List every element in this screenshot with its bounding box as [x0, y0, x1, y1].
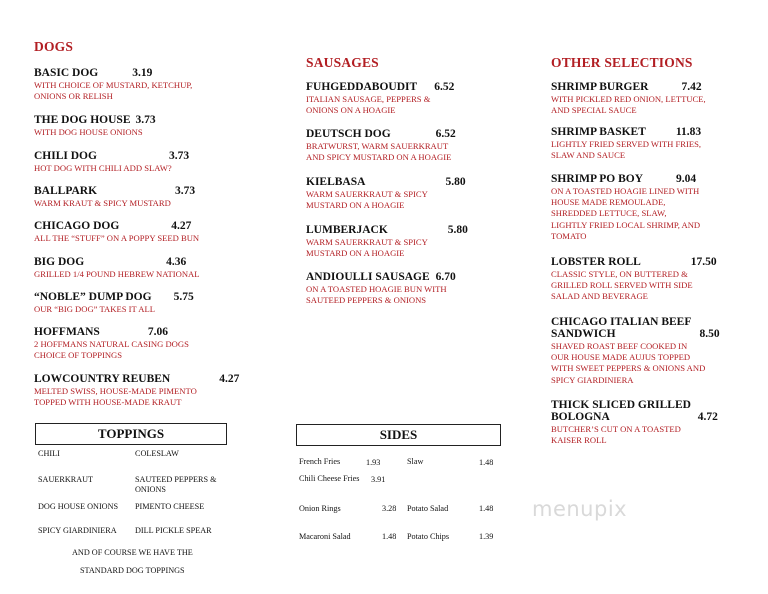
side-price: 1.39 [479, 532, 494, 541]
item-description: ON A TOASTED HOAGIE LINED WITH HOUSE MADE REMOULADE, SHREDDED LETTUCE, SLAW, LIGHTLY FRIED LOCAL SHRIMP, AND TOMATO [551, 186, 701, 241]
side-price: 1.48 [479, 504, 494, 513]
menu-item-the-dog-house [34, 114, 156, 138]
item-name: CHICAGO DOG [34, 220, 120, 232]
topping-item: CHILI [38, 449, 60, 458]
menu-item-shrimp-po-boy [551, 173, 700, 242]
menu-item-chicago-dog [34, 220, 199, 244]
dogs-title: DOGS [34, 39, 74, 54]
menu-item-andioulli-sausage [306, 271, 456, 306]
item-description: LIGHTLY FRIED SERVED WITH FRIES, SLAW AND SAUCE [551, 139, 702, 161]
side-name: Potato Chips [407, 532, 450, 541]
item-price: 17.50 [690, 256, 717, 268]
side-name: Macaroni Salad [299, 532, 351, 541]
item-price: 6.70 [435, 271, 456, 283]
item-price: 3.73 [135, 114, 156, 126]
item-name: CHILI DOG [34, 150, 97, 162]
toppings-title: TOPPINGS [35, 423, 227, 445]
item-name: THE DOG HOUSE [34, 114, 131, 126]
menu-item-ballpark [34, 185, 195, 209]
item-description: SHAVED ROAST BEEF COOKED IN OUR HOUSE MADE AUJUS TOPPED WITH SWEET PEPPERS & ONIONS AND SPICY GIARDINIERA [551, 341, 706, 385]
side-name: Onion Rings [299, 504, 341, 513]
item-price: 9.04 [676, 173, 697, 185]
menu-item-basic-dog [34, 67, 192, 102]
item-description: ITALIAN SAUSAGE, PEPPERS & ONIONS ON A HOAGIE [306, 94, 431, 116]
item-description: WITH PICKLED RED ONION, LETTUCE, AND SPECIAL SAUCE [551, 94, 706, 116]
menu-item-hoffmans [34, 326, 189, 361]
item-name: SANDWICH [551, 328, 616, 340]
toppings-footer: STANDARD DOG TOPPINGS [80, 566, 185, 575]
side-price: 1.48 [479, 458, 494, 467]
item-price: 5.80 [445, 176, 466, 188]
sausages-title: SAUSAGES [306, 55, 379, 70]
item-price: 7.42 [681, 81, 702, 93]
item-name-line1: THICK SLICED GRILLED [551, 399, 691, 411]
item-name: “NOBLE” DUMP DOG [34, 291, 152, 303]
side-name: Chili Cheese Fries [299, 474, 360, 483]
item-name: SHRIMP BURGER [551, 81, 649, 93]
menu-item-lobster-roll [551, 256, 717, 303]
item-price: 5.80 [447, 224, 468, 236]
sides-title: SIDES [296, 424, 501, 446]
item-description: 2 HOFFMANS NATURAL CASING DOGS CHOICE OF TOPPINGS [34, 339, 189, 361]
item-price: 11.83 [675, 126, 702, 138]
menu-item-shrimp-burger [551, 81, 706, 116]
item-name: DEUTSCH DOG [306, 128, 391, 140]
item-description: ALL THE “STUFF” ON A POPPY SEED BUN [34, 233, 200, 243]
item-price: 7.06 [147, 326, 168, 338]
item-name: ANDIOULLI SAUSAGE [306, 271, 430, 283]
item-description: WITH DOG HOUSE ONIONS [34, 127, 143, 137]
item-description: WARM SAUERKRAUT & SPICY MUSTARD ON A HOAGIE [306, 237, 428, 259]
item-description: OUR “BIG DOG” TAKES IT ALL [34, 304, 155, 314]
item-price: 6.52 [434, 81, 455, 93]
menu-item-lumberjack [306, 224, 468, 259]
item-price: 6.52 [435, 128, 456, 140]
item-description: ON A TOASTED HOAGIE BUN WITH SAUTEED PEPPERS & ONIONS [306, 284, 447, 306]
topping-item: COLESLAW [135, 449, 179, 458]
menu-item-chicago-italian-beef [551, 316, 720, 386]
side-price: 3.28 [382, 504, 397, 513]
item-name: HOFFMANS [34, 326, 100, 338]
menu-item-thick-sliced-bologna [551, 399, 718, 446]
side-price: 3.91 [371, 475, 386, 484]
item-price: 4.36 [166, 256, 187, 268]
item-price: 8.50 [699, 328, 720, 340]
item-name-line1: CHICAGO ITALIAN BEEF [551, 316, 692, 328]
item-description: BUTCHER’S CUT ON A TOASTED KAISER ROLL [551, 424, 681, 446]
item-name: FUHGEDDABOUDIT [306, 81, 418, 93]
item-price: 5.75 [173, 291, 194, 303]
item-name: LUMBERJACK [306, 224, 388, 236]
item-description: HOT DOG WITH CHILI ADD SLAW? [34, 163, 172, 173]
item-description: BRATWURST, WARM SAUERKRAUT AND SPICY MUSTARD ON A HOAGIE [306, 141, 452, 163]
menu-item-lowcountry-reuben [34, 373, 239, 408]
item-price: 4.27 [219, 373, 240, 385]
topping-item: SPICY GIARDINIERA [38, 526, 117, 535]
menu-item-shrimp-basket [551, 126, 701, 161]
item-price: 3.73 [168, 150, 190, 162]
topping-item: DOG HOUSE ONIONS [38, 502, 119, 511]
menu-item-fuhgeddaboudit [306, 81, 454, 116]
item-name: BALLPARK [34, 185, 98, 197]
menu-item-chili-dog [34, 150, 189, 174]
other-selections-title: OTHER SELECTIONS [551, 55, 693, 70]
item-description: WARM KRAUT & SPICY MUSTARD [34, 198, 171, 208]
item-price: 4.27 [171, 220, 192, 232]
topping-item: SAUERKRAUT [38, 475, 94, 484]
item-name: KIELBASA [306, 176, 366, 188]
item-price: 3.73 [175, 185, 196, 197]
topping-item: PIMENTO CHEESE [135, 502, 205, 511]
side-price: 1.93 [366, 458, 381, 467]
menu-item-noble-dump-dog [34, 291, 194, 315]
item-name: LOBSTER ROLL [551, 256, 641, 268]
item-price: 3.19 [132, 67, 153, 79]
side-price: 1.48 [382, 532, 397, 541]
item-name: BOLOGNA [551, 411, 610, 423]
menupix-watermark: menupix [532, 497, 628, 521]
item-name: BIG DOG [34, 256, 85, 268]
item-name: BASIC DOG [34, 67, 99, 79]
item-description: MELTED SWISS, HOUSE-MADE PIMENTO TOPPED WITH HOUSE-MADE KRAUT [34, 386, 197, 408]
item-price: 4.72 [697, 411, 718, 423]
item-name: SHRIMP BASKET [551, 126, 646, 138]
item-description: CLASSIC STYLE, ON BUTTERED & GRILLED ROLL SERVED WITH SIDE SALAD AND BEVERAGE [551, 269, 693, 302]
side-name: Potato Salad [407, 504, 449, 513]
item-name: LOWCOUNTRY REUBEN [34, 373, 171, 385]
item-description: WARM SAUERKRAUT & SPICY MUSTARD ON A HOAGIE [306, 189, 428, 211]
topping-item: SAUTEED PEPPERS & ONIONS [135, 475, 217, 494]
menu-item-big-dog [34, 256, 200, 280]
menu-item-kielbasa [306, 176, 466, 211]
item-name: SHRIMP PO BOY [551, 173, 644, 185]
item-description: WITH CHOICE OF MUSTARD, KETCHUP, ONIONS OR RELISH [34, 80, 193, 102]
toppings-footer: AND OF COURSE WE HAVE THE [72, 548, 193, 557]
side-name: French Fries [299, 457, 341, 466]
side-name: Slaw [407, 457, 424, 466]
topping-item: DILL PICKLE SPEAR [135, 526, 212, 535]
menu-item-deutsch-dog [306, 128, 456, 163]
item-description: GRILLED 1/4 POUND HEBREW NATIONAL [34, 269, 200, 279]
